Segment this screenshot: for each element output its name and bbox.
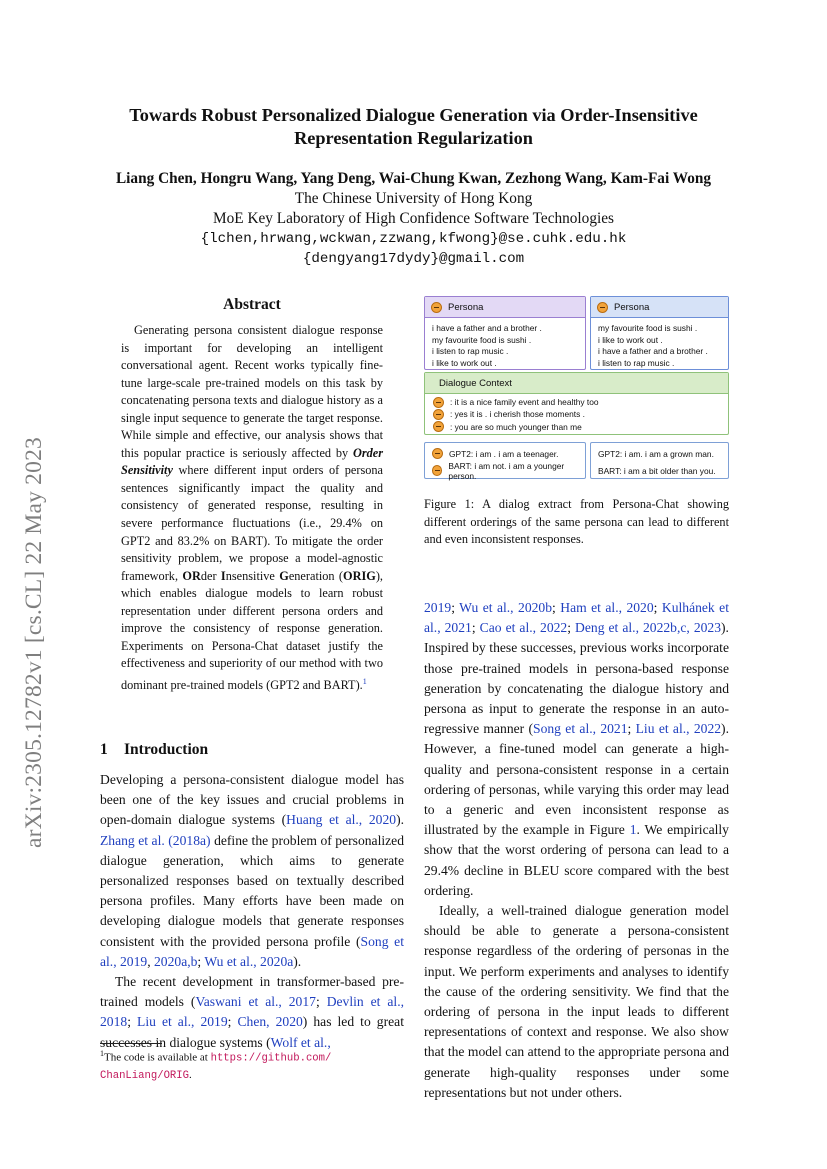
citation[interactable]: Liu et al., 2019 (137, 1014, 228, 1030)
intro-right-column (424, 598, 729, 1103)
citation[interactable]: Deng et al., 2022b,c, 2023 (575, 620, 722, 636)
title-line-1: Towards Robust Personalized Dialogue Generation via Order-Insensitive (129, 105, 698, 125)
author-names: Liang Chen, Hongru Wang, Yang Deng, Wai-Chung Kwan, Zezhong Wang, Kam-Fai Wong (115, 170, 712, 187)
persona-a-header: Persona (425, 297, 585, 318)
email-1: {lchen,hrwang,wckwan,zzwang,kfwong}@se.cuhk.edu.hk (200, 231, 627, 247)
abstract-part-3: ), which enables dialogue models to learn robust representation under different persona orders and improve the consistency of response generation. Experiments on Persona-Chat dataset justify the effectiveness and superiority of our method with two dominant pre-trained models (GPT2 and BART). (121, 568, 383, 693)
figure-reference[interactable]: 1 (629, 822, 637, 838)
citation[interactable]: Huang et al., 2020 (286, 812, 397, 828)
code-url[interactable]: https://github.com/ (210, 1052, 332, 1065)
section-number: 1 (100, 741, 108, 758)
citation[interactable]: Vaswani et al., 2017 (195, 994, 316, 1010)
persona-b-header: Persona (591, 297, 728, 318)
footnote-ref[interactable]: 1 (362, 676, 367, 686)
figure-1 (424, 296, 729, 480)
affiliation-2: MoE Key Laboratory of High Confidence Software Technologies (213, 210, 614, 227)
dialogue-context-lines: : it is a nice family event and healthy too : yes it is . i cherish those moments . : you are so much younger than me (433, 396, 599, 433)
citation[interactable]: Devlin et al., 2018 (100, 994, 404, 1030)
citation[interactable]: Kulhánek et al., 2021 (424, 600, 729, 636)
citation[interactable]: 2019 (424, 600, 452, 615)
citation[interactable]: Zhang et al. (2018a) (100, 832, 211, 848)
persona-b-lines: my favourite food is sushi . i like to work out . i have a father and a brother . i listen to rap music . (598, 323, 708, 368)
intro-paragraph-1: Developing a persona-consistent dialogue model has been one of the key issues and crucial problems in open-domain dialogue systems (Huang et al., 2020). Zhang et al. (2018a) define the problem of personalized dialogue generation, which aims to generate personalized responses based on textually described persona profiles. Many efforts have been made on developing dialogue models that generate responses consistent with the provided persona profile (Song et al., 2019, 2020a,b; Wu et al., 2020a). (100, 772, 405, 969)
title-line-2: Representation Regularization (294, 128, 533, 148)
orig-expansion: ORder Insensitive Generation (ORIG (182, 568, 376, 583)
speaker-face-icon (433, 421, 444, 432)
intro-left-column (100, 770, 404, 1053)
right-paragraph-2: Ideally, a well-trained dialogue generation model should be able to generate a persona-consistent response regardless of the ordering of personas in the input. We perform experiments and analyses to identify the cause of the ordering sensitivity. We find that the ordering of persona in the input leads to different representations of context and response. We also show that the model can attend to the appropriate persona and generate high-quality responses under some representations but not under others. (424, 903, 729, 1100)
intro-paragraph-2: The recent development in transformer-based pre-trained models (Vaswani et al., 2017; Devlin et al., 2018; Liu et al., 2019; Chen, 2020) has led to great successes in dialogue systems (Wolf et al., (100, 974, 404, 1050)
citation[interactable]: Liu et al., 2022 (635, 721, 722, 737)
abstract-part-2: where different input orders of persona sentences significantly impact the quality and consistency of generated response, resulting in severe performance fluctuations (i.e., 29.4% on GPT2 and 83.2% on BART). To mitigate the order sensitivity problem, we propose a model-agnostic framework, (121, 463, 383, 583)
paper-title (80, 104, 747, 150)
dialogue-context-box (424, 372, 729, 435)
citation[interactable]: Song et al., 2019 (100, 933, 404, 969)
persona-box-b (590, 296, 729, 370)
citation[interactable]: Song et al., 2021 (533, 721, 628, 737)
figure-caption: Figure 1: A dialog extract from Persona-Chat showing different orderings of the same persona can lead to different and even inconsistent responses. (424, 497, 729, 547)
persona-face-icon (431, 302, 442, 313)
order-sensitivity-term: Order Sensitivity (121, 445, 383, 478)
section-title: Introduction (124, 741, 209, 758)
author-block (80, 169, 747, 269)
citation[interactable]: 2020a,b (154, 953, 198, 969)
citation[interactable]: Ham et al., 2020 (560, 600, 654, 615)
abstract-part-1: Generating persona consistent dialogue response is important for developing an intelligent conversational agent. Recent works typically fine-tune large-scale pre-trained models on this task by concatenating persona texts and dialogue history as a single input sequence to generate the target response. While simple and effective, our analysis shows that this popular practice is seriously affected by (121, 323, 383, 460)
persona-box-a (424, 296, 586, 370)
abstract-heading: Abstract (223, 296, 281, 313)
speaker-face-icon (433, 397, 444, 408)
footnote: $^1$The code is available at https://github.com/ ChanLiang/ORIG. (100, 1049, 332, 1082)
bot-face-icon (432, 448, 443, 459)
persona-face-icon (597, 302, 608, 313)
arxiv-identifier: arXiv:2305.12782v1 [cs.CL] 22 May 2023 (20, 437, 47, 848)
affiliation-1: The Chinese University of Hong Kong (294, 190, 533, 207)
citation[interactable]: Wu et al., 2020b (459, 600, 553, 615)
email-2: {dengyang17dydy}@gmail.com (302, 251, 525, 267)
right-paragraph-1: 2019; Wu et al., 2020b; Ham et al., 2020; Kulhánek et al., 2021; Cao et al., 2022; Deng et al., 2022b,c, 2023). Inspired by these successes, previous works incorporate those pre-trained models in persona-based response generation by concatenating the dialogue history and persona as input to generate the response in an auto-regressive manner (Song et al., 2021; Liu et al., 2022). However, a fine-tuned model can generate a high-quality and persona-consistent response in a certain ordering of personas, while varying this order may lead to a generic and even inconsistent response as illustrated by the example in Figure 1. We empirically show that the worst ordering of persona can lead to a 29.4% decline in BLEU score compared with the best ordering. (424, 600, 729, 898)
citation[interactable]: Wu et al., 2020a (204, 953, 294, 969)
citation[interactable]: Wolf et al., (270, 1034, 331, 1050)
citation[interactable]: Cao et al., 2022 (479, 620, 568, 636)
footnote-rule (100, 1043, 162, 1044)
code-url-continued[interactable]: ChanLiang/ORIG (100, 1069, 190, 1082)
response-box-a: GPT2: i am . i am a teenager. BART: i am not. i am a younger person. (424, 442, 586, 479)
dialogue-context-header: Dialogue Context (425, 373, 728, 394)
section-heading-introduction (100, 741, 404, 759)
speaker-face-icon (433, 409, 444, 420)
bot-face-icon (432, 465, 442, 476)
citation[interactable]: Chen, 2020 (237, 1014, 303, 1030)
persona-a-lines: i have a father and a brother . my favourite food is sushi . i listen to rap music . i like to work out . (432, 323, 542, 368)
abstract-text (121, 322, 383, 695)
response-box-b: GPT2: i am. i am a grown man. BART: i am a bit older than you. (590, 442, 729, 479)
